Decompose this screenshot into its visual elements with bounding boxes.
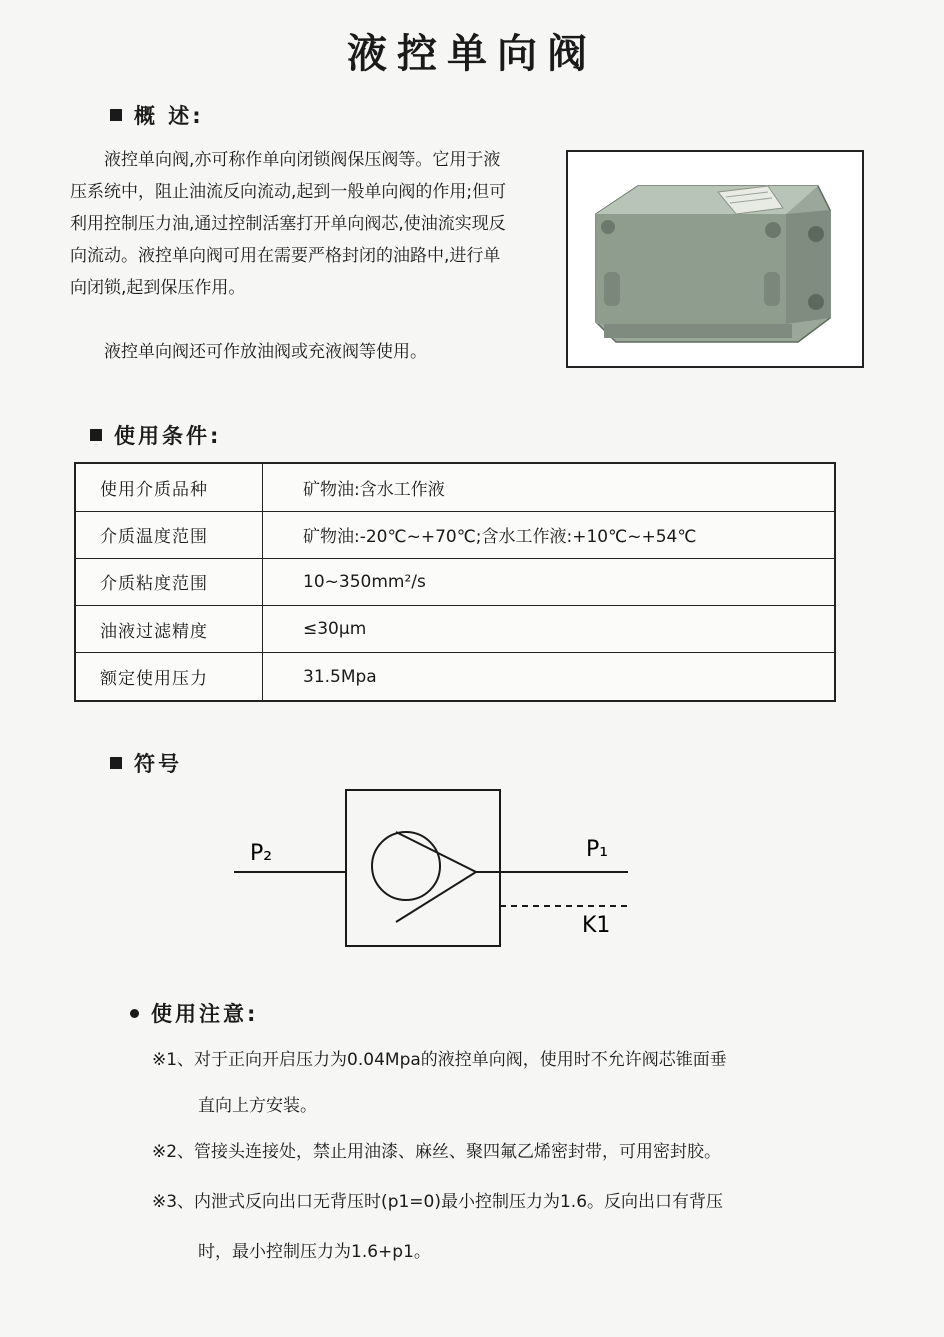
square-bullet-icon: [110, 757, 122, 769]
condition-key: 额定使用压力: [75, 653, 263, 701]
conditions-table: [74, 462, 836, 702]
condition-key: 油液过滤精度: [75, 606, 263, 653]
table-row: [75, 558, 835, 605]
table-row: [75, 606, 835, 653]
note-1-line-2: 直向上方安装。: [198, 1096, 317, 1116]
condition-key: 使用介质品种: [75, 463, 263, 511]
symbol-heading-text: 符号: [134, 752, 182, 776]
condition-value: ≤30μm: [263, 606, 836, 653]
condition-value: 矿物油:含水工作液: [263, 463, 836, 511]
table-row: [75, 463, 835, 511]
note-3-line-1: ※3、内泄式反向出口无背压时(p1=0)最小控制压力为1.6。反向出口有背压: [152, 1192, 724, 1212]
notes-heading-text: 使用注意:: [151, 1002, 259, 1026]
conditions-heading-text: 使用条件:: [114, 424, 222, 448]
dot-bullet-icon: [130, 1009, 139, 1018]
conditions-heading: [90, 420, 221, 450]
check-ball: [372, 832, 440, 900]
valve-image: [568, 152, 862, 366]
square-bullet-icon: [110, 109, 122, 121]
k1-label: K1: [582, 913, 611, 938]
notes-heading: [130, 998, 258, 1028]
check-valve-symbol: [200, 780, 660, 960]
condition-value: 矿物油:-20℃~+70℃;含水工作液:+10℃~+54℃: [263, 511, 836, 558]
p1-label: P₁: [586, 837, 609, 862]
overview-paragraph-2: 液控单向阀还可作放油阀或充液阀等使用。: [104, 342, 427, 362]
valve-photo: [566, 150, 864, 368]
overview-paragraph-1: 液控单向阀,亦可称作单向闭锁阀保压阀等。它用于液压系统中，阻止油流反向流动,起到一般单向阀的作用;但可利用控制压力油,通过控制活塞打开单向阀芯,使油流实现反向流动。液控单向阀可用在需要严格封闭的油路中,进行单向闭锁,起到保压作用。: [70, 150, 507, 298]
symbol-heading: [110, 748, 182, 778]
table-row: [75, 511, 835, 558]
note-3-line-2: 时，最小控制压力为1.6+p1。: [198, 1242, 431, 1262]
square-bullet-icon: [90, 429, 102, 441]
table-row: [75, 653, 835, 701]
valve-box: [346, 790, 500, 946]
note-1-line-1: ※1、对于正向开启压力为0.04Mpa的液控单向阀，使用时不允许阀芯锥面垂: [152, 1050, 727, 1070]
condition-key: 介质温度范围: [75, 511, 263, 558]
page-title: 液控单向阀: [347, 31, 597, 77]
p2-label: P₂: [250, 841, 273, 866]
condition-value: 10~350mm²/s: [263, 558, 836, 605]
valve-seat: [396, 832, 476, 922]
note-2-line-1: ※2、管接头连接处，禁止用油漆、麻丝、聚四氟乙烯密封带，可用密封胶。: [152, 1142, 722, 1162]
condition-value: 31.5Mpa: [263, 653, 836, 701]
overview-heading: [110, 100, 204, 130]
condition-key: 介质粘度范围: [75, 558, 263, 605]
overview-heading-text: 概 述:: [134, 104, 204, 128]
